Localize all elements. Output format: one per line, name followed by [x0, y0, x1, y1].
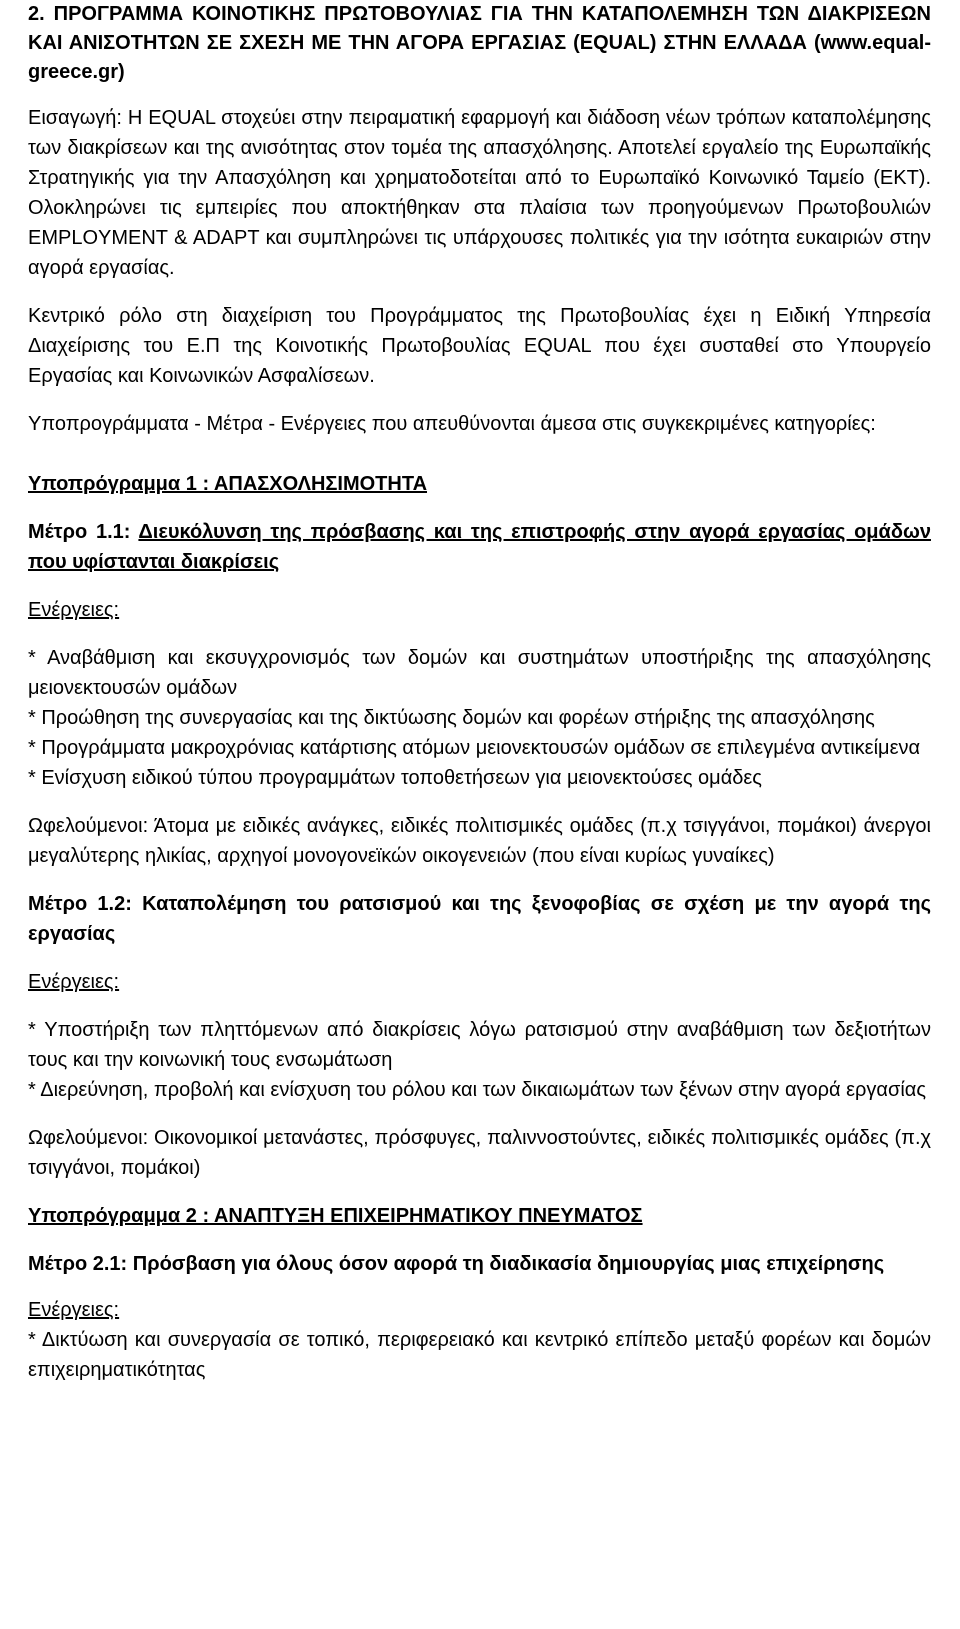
measure-2-1-title: Μέτρο 2.1: Πρόσβαση για όλους όσον αφορά τη διαδικασία δημιουργίας μιας επιχείρησης — [28, 1253, 885, 1275]
action-item: * Ενίσχυση ειδικού τύπου προγραμμάτων τοποθετήσεων για μειονεκτούσες ομάδες — [28, 767, 762, 789]
beneficiaries-1-1: Ωφελούμενοι: Άτομα με ειδικές ανάγκες, ειδικές πολιτισμικές ομάδες (π.χ τσιγγάνοι, πομάκοι) άνεργοι μεγαλύτερης ηλικίας, αρχηγοί μονογονεϊκών οικογενειών (που είναι κυρίως γυναίκες) — [28, 815, 931, 867]
action-item: * Προγράμματα μακροχρόνιας κατάρτισης ατόμων μειονεκτουσών ομάδων σε επιλεγμένα αντικείμενα — [28, 737, 921, 759]
subprogram-1-title: Υποπρόγραμμα 1 : ΑΠΑΣΧΟΛΗΣΙΜΟΤΗΤΑ — [28, 473, 428, 495]
beneficiaries-1-2: Ωφελούμενοι: Οικονομικοί μετανάστες, πρόσφυγες, παλιννοστούντες, ειδικές πολιτισμικές ομάδες (π.χ τσιγγάνοι, πομάκοι) — [28, 1127, 931, 1179]
measure-1-1-text: Διευκόλυνση της πρόσβασης και της επιστροφής στην αγορά εργασίας ομάδων που υφίστανται διακρίσεις — [28, 521, 931, 573]
action-item: * Δικτύωση και συνεργασία σε τοπικό, περιφερειακό και κεντρικό επίπεδο μεταξύ φορέων και δομών επιχειρηματικότητας — [28, 1329, 931, 1381]
measure-1-1-number: Μέτρο 1.1: — [28, 521, 131, 543]
measure-1-1-title — [28, 517, 931, 577]
actions-label: Ενέργειες: — [28, 1299, 120, 1321]
section-heading: 2. ΠΡΟΓΡΑΜΜΑ ΚΟΙΝΟΤΙΚΗΣ ΠΡΩΤΟΒΟΥΛΙΑΣ ΓΙΑ ΤΗΝ ΚΑΤΑΠΟΛΕΜΗΣΗ ΤΩΝ ΔΙΑΚΡΙΣΕΩΝ ΚΑΙ ΑΝΙΣΟΤΗΤΩΝ ΣΕ ΣΧΕΣΗ ΜΕ ΤΗΝ ΑΓΟΡΑ ΕΡΓΑΣΙΑΣ (EQUAL) ΣΤΗΝ ΕΛΛΑΔΑ (www.equal-greece.gr) — [28, 3, 931, 83]
management-paragraph: Κεντρικό ρόλο στη διαχείριση του Προγράμματος της Πρωτοβουλίας έχει η Ειδική Υπηρεσία Διαχείρισης του Ε.Π της Κοινοτικής Πρωτοβουλίας EQUAL που έχει συσταθεί στο Υπουργείο Εργασίας και Κοινωνικών Ασφαλίσεων. — [28, 305, 931, 387]
action-item: * Προώθηση της συνεργασίας και της δικτύωσης δομών και φορέων στήριξης της απασχόλησης — [28, 707, 875, 729]
action-item: * Αναβάθμιση και εκσυγχρονισμός των δομών και συστημάτων υποστήριξης της απασχόλησης μειονεκτουσών ομάδων — [28, 647, 931, 699]
subprogram-2-title: Υποπρόγραμμα 2 : ΑΝΑΠΤΥΞΗ ΕΠΙΧΕΙΡΗΜΑΤΙΚΟΥ ΠΝΕΥΜΑΤΟΣ — [28, 1205, 643, 1227]
actions-label: Ενέργειες: — [28, 599, 120, 621]
action-item: * Διερεύνηση, προβολή και ενίσχυση του ρόλου και των δικαιωμάτων των ξένων στην αγορά εργασίας — [28, 1079, 926, 1101]
action-item: * Υποστήριξη των πληττόμενων από διακρίσεις λόγω ρατσισμού στην αναβάθμιση των δεξιοτήτων τους και την κοινωνική τους ενσωμάτωση — [28, 1019, 931, 1071]
measure-1-2-title: Μέτρο 1.2: Καταπολέμηση του ρατσισμού και της ξενοφοβίας σε σχέση με την αγορά της εργασίας — [28, 893, 931, 945]
subprograms-intro: Υποπρογράμματα - Μέτρα - Ενέργειες που απευθύνονται άμεσα στις συγκεκριμένες κατηγορίες: — [28, 413, 876, 435]
actions-label: Ενέργειες: — [28, 971, 120, 993]
intro-paragraph: Εισαγωγή: Η EQUAL στοχεύει στην πειραματική εφαρμογή και διάδοση νέων τρόπων καταπολέμησης των διακρίσεων και της ανισότητας στον τομέα της απασχόλησης. Αποτελεί εργαλείο της Ευρωπαϊκής Στρατηγικής για την Απασχόληση και χρηματοδοτείται από το Ευρωπαϊκό Κοινωνικό Ταμείο (ΕΚΤ). Ολοκληρώνει τις εμπειρίες που αποκτήθηκαν στα πλαίσια των προηγούμενων Πρωτοβουλιών EMPLOYMENT & ADAPT και συμπληρώνει τις υπάρχουσες πολιτικές για την ισότητα ευκαιριών στην αγορά εργασίας. — [28, 107, 931, 279]
